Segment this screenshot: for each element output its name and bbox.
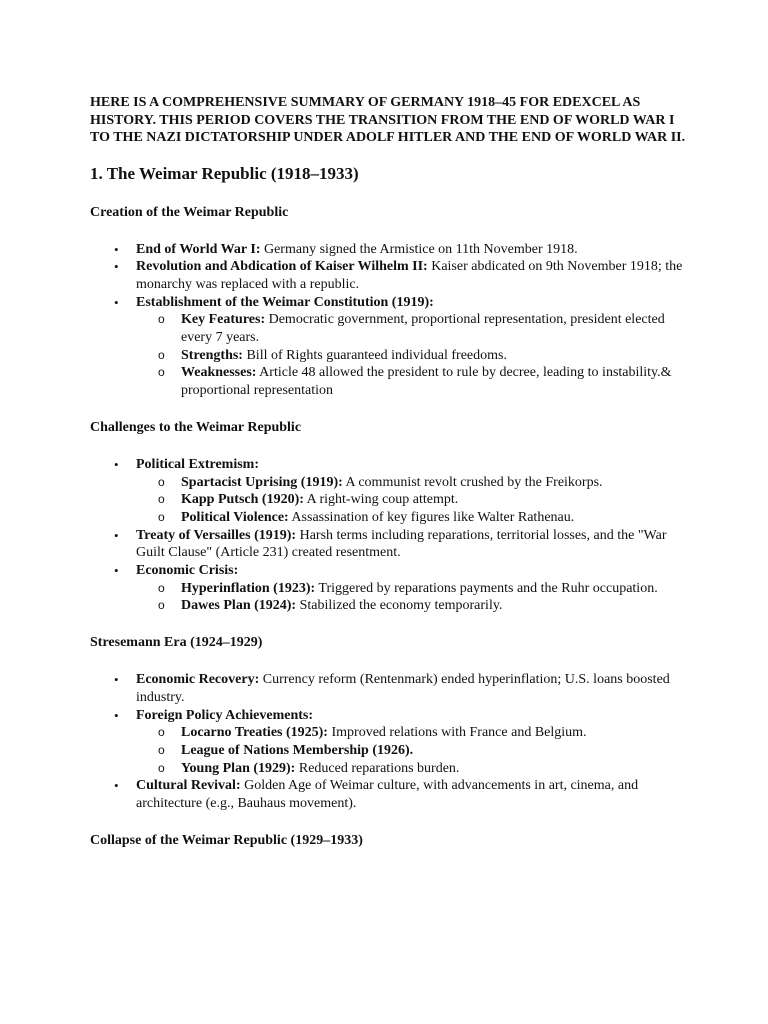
intro-paragraph: HERE IS A COMPREHENSIVE SUMMARY OF GERMANY 1918–45 FOR EDEXCEL AS HISTORY. THIS PERIOD COVERS THE TRANSITION FROM THE END OF WORLD WAR I TO THE NAZI DICTATORSHIP UNDER ADOLF HITLER AND THE END OF WORLD WAR II. — [90, 95, 686, 145]
foreign-policy-sublist — [136, 724, 690, 777]
list-item: • Economic Recovery: Currency reform (Rentenmark) ended hyperinflation; U.S. loans boosted industry. — [90, 671, 690, 706]
list-item: • Cultural Revival: Golden Age of Weimar culture, with advancements in art, cinema, and architecture (e.g., Bauhaus movement). — [90, 777, 690, 812]
sublist-item: o Weaknesses: Article 48 allowed the president to rule by decree, leading to instability.& proportional representation — [136, 364, 690, 399]
list-item: • Foreign Policy Achievements: o Locarno Treaties (1925): Improved relations with France and Belgium. o League of Nations Membership (1926). o Young Plan (1929): Reduced reparations burden. — [90, 707, 690, 778]
sublist-item: o Dawes Plan (1924): Stabilized the economy temporarily. — [136, 597, 690, 615]
subheading-collapse: Collapse of the Weimar Republic (1929–1933) — [90, 832, 363, 848]
constitution-sublist — [136, 311, 690, 400]
list-item: • Political Extremism: o Spartacist Uprising (1919): A communist revolt crushed by the Freikorps. o Kapp Putsch (1920): A right-wing coup attempt. o Political Violence: Assassination of key figures like Walter Rathenau. — [90, 456, 690, 527]
creation-list — [90, 241, 690, 400]
subheading-stresemann: Stresemann Era (1924–1929) — [90, 635, 263, 651]
challenges-list — [90, 456, 690, 615]
list-item: • Treaty of Versailles (1919): Harsh terms including reparations, territorial losses, and the "War Guilt Clause" (Article 231) created resentment. — [90, 527, 690, 562]
sublist-item: o Young Plan (1929): Reduced reparations burden. — [136, 760, 690, 778]
list-item: • End of World War I: Germany signed the Armistice on 11th November 1918. — [90, 241, 690, 259]
economic-sublist — [136, 580, 690, 615]
section-title: 1. The Weimar Republic (1918–1933) — [90, 163, 359, 183]
sublist-item: o Key Features: Democratic government, proportional representation, president elected every 7 years. — [136, 311, 690, 346]
subheading-creation: Creation of the Weimar Republic — [90, 204, 289, 220]
list-item: • Economic Crisis: o Hyperinflation (1923): Triggered by reparations payments and the Ruhr occupation. o Dawes Plan (1924): Stabilized the economy temporarily. — [90, 562, 690, 615]
sublist-item: o Spartacist Uprising (1919): A communist revolt crushed by the Freikorps. — [136, 474, 690, 492]
list-item: • Establishment of the Weimar Constitution (1919): o Key Features: Democratic government, proportional representation, president elected every 7 years. o Strengths: Bill of Rights guaranteed individual freedoms. o Weaknesses: Article 48 allowed the president to rule by decree, leading to instability.& proportional representation — [90, 294, 690, 400]
sublist-item: o League of Nations Membership (1926). — [136, 742, 690, 760]
stresemann-list — [90, 671, 690, 813]
sublist-item: o Hyperinflation (1923): Triggered by reparations payments and the Ruhr occupation. — [136, 580, 690, 598]
sublist-item: o Locarno Treaties (1925): Improved relations with France and Belgium. — [136, 724, 690, 742]
sublist-item: o Political Violence: Assassination of key figures like Walter Rathenau. — [136, 509, 690, 527]
sublist-item: o Strengths: Bill of Rights guaranteed individual freedoms. — [136, 347, 690, 365]
list-item: • Revolution and Abdication of Kaiser Wilhelm II: Kaiser abdicated on 9th November 1918; the monarchy was replaced with a republic. — [90, 258, 690, 293]
extremism-sublist — [136, 474, 690, 527]
document-page — [90, 94, 690, 850]
subheading-challenges: Challenges to the Weimar Republic — [90, 419, 302, 435]
sublist-item: o Kapp Putsch (1920): A right-wing coup attempt. — [136, 491, 690, 509]
